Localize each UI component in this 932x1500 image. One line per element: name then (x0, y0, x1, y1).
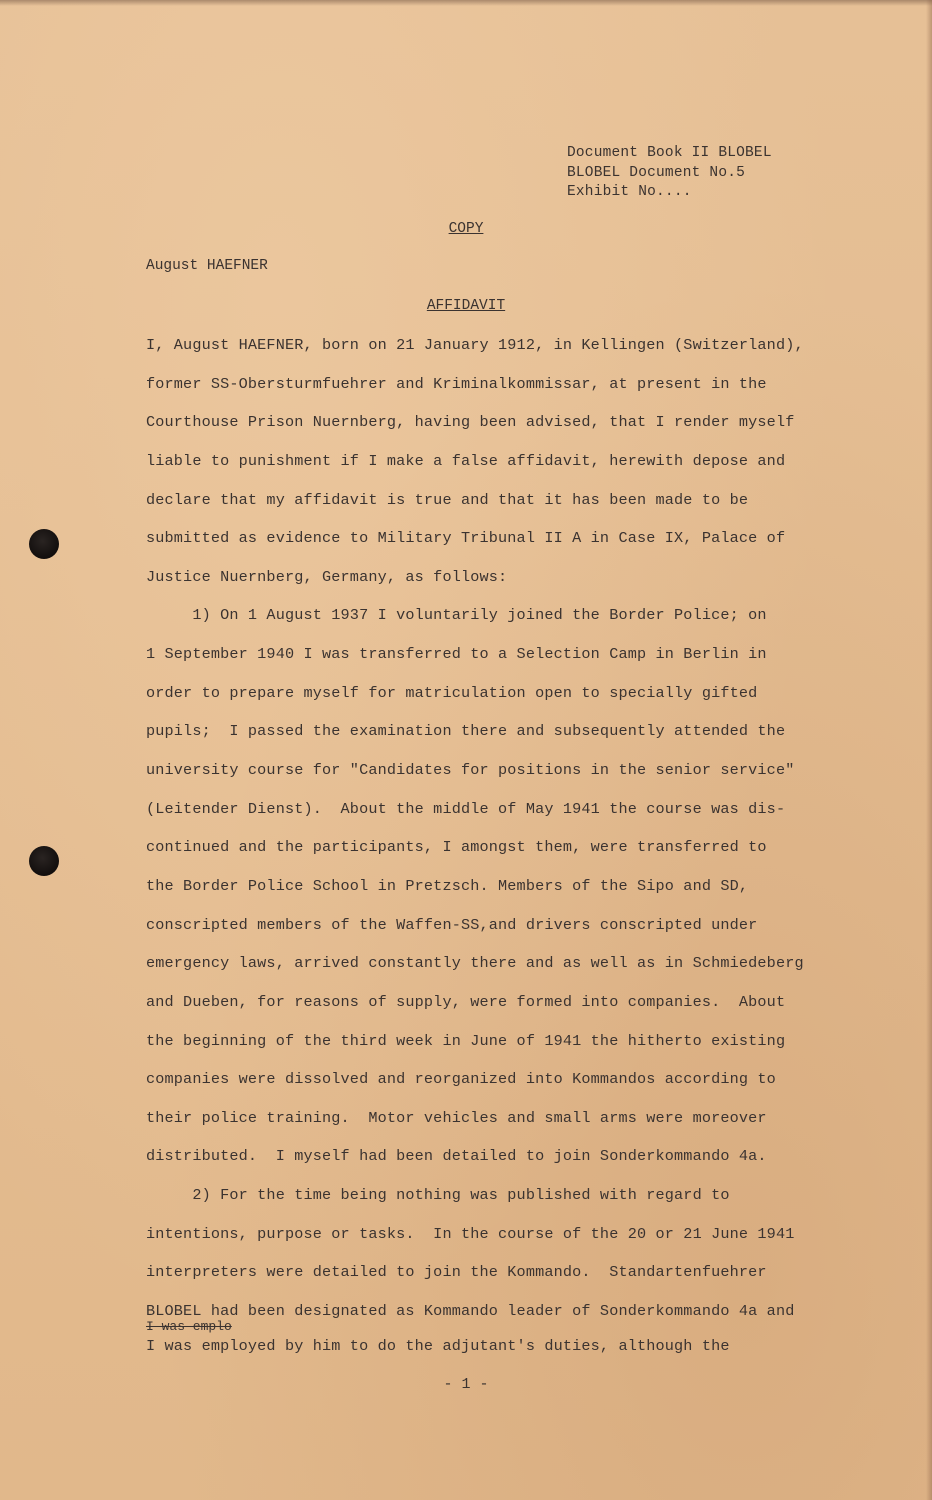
body-line: submitted as evidence to Military Tribunal II A in Case IX, Palace of (146, 529, 786, 548)
affidavit-body (146, 334, 846, 1339)
punch-hole-bottom (29, 846, 59, 876)
body-line: order to prepare myself for matriculation open to specially gifted (146, 683, 758, 702)
doc-book-line: Document Book II BLOBEL (567, 145, 772, 161)
body-line: conscripted members of the Waffen-SS,and drivers conscripted under (146, 915, 758, 934)
body-line: 2) For the time being nothing was published with regard to (146, 1186, 730, 1205)
author-name: August HAEFNER (146, 258, 268, 274)
body-line: 1) On 1 August 1937 I voluntarily joined the Border Police; on (146, 606, 767, 625)
punch-hole-top (29, 529, 59, 559)
paper-top-edge (0, 0, 932, 6)
body-line: intentions, purpose or tasks. In the course of the 20 or 21 June 1941 (146, 1224, 795, 1243)
body-line: liable to punishment if I make a false affidavit, herewith depose and (146, 451, 786, 470)
body-line: 1 September 1940 I was transferred to a Selection Camp in Berlin in (146, 645, 767, 664)
body-line: companies were dissolved and reorganized into Kommandos according to (146, 1070, 776, 1089)
copy-label: COPY (448, 221, 484, 237)
body-line: interpreters were detailed to join the Kommando. Standartenfuehrer (146, 1263, 767, 1282)
body-line: the Border Police School in Pretzsch. Members of the Sipo and SD, (146, 876, 749, 895)
body-line: BLOBEL had been designated as Kommando leader of Sonderkommando 4a and (146, 1302, 795, 1321)
doc-number-line: BLOBEL Document No.5 (567, 164, 746, 181)
body-line: continued and the participants, I amongst them, were transferred to (146, 838, 767, 857)
body-line: Courthouse Prison Nuernberg, having been advised, that I render myself (146, 413, 795, 432)
body-line: and Dueben, for reasons of supply, were formed into companies. About (146, 992, 786, 1011)
body-line: Justice Nuernberg, Germany, as follows: (146, 567, 508, 586)
body-line: emergency laws, arrived constantly there and as well as in Schmiedeberg (146, 954, 804, 973)
document-title: AFFIDAVIT (426, 298, 506, 314)
body-line: pupils; I passed the examination there and subsequently attended the (146, 722, 786, 741)
body-line: distributed. I myself had been detailed to join Sonderkommando 4a. (146, 1147, 767, 1166)
body-line-last: I was employed by him to do the adjutant's duties, although the (146, 1337, 730, 1355)
body-line: declare that my affidavit is true and that it has been made to be (146, 490, 749, 509)
page-number: - 1 - (443, 1376, 489, 1393)
body-line: their police training. Motor vehicles and small arms were moreover (146, 1108, 767, 1127)
body-line: (Leitender Dienst). About the middle of May 1941 the course was dis- (146, 799, 786, 818)
struck-through-text: I was emplo (146, 1319, 232, 1334)
body-line: the beginning of the third week in June of 1941 the hitherto existing (146, 1031, 786, 1050)
document-reference (567, 144, 772, 203)
exhibit-line: Exhibit No.... (567, 184, 692, 200)
body-line: university course for "Candidates for positions in the senior service" (146, 761, 795, 780)
body-line: I, August HAEFNER, born on 21 January 1912, in Kellingen (Switzerland), (146, 336, 804, 354)
body-line: former SS-Obersturmfuehrer and Kriminalkommissar, at present in the (146, 374, 767, 393)
